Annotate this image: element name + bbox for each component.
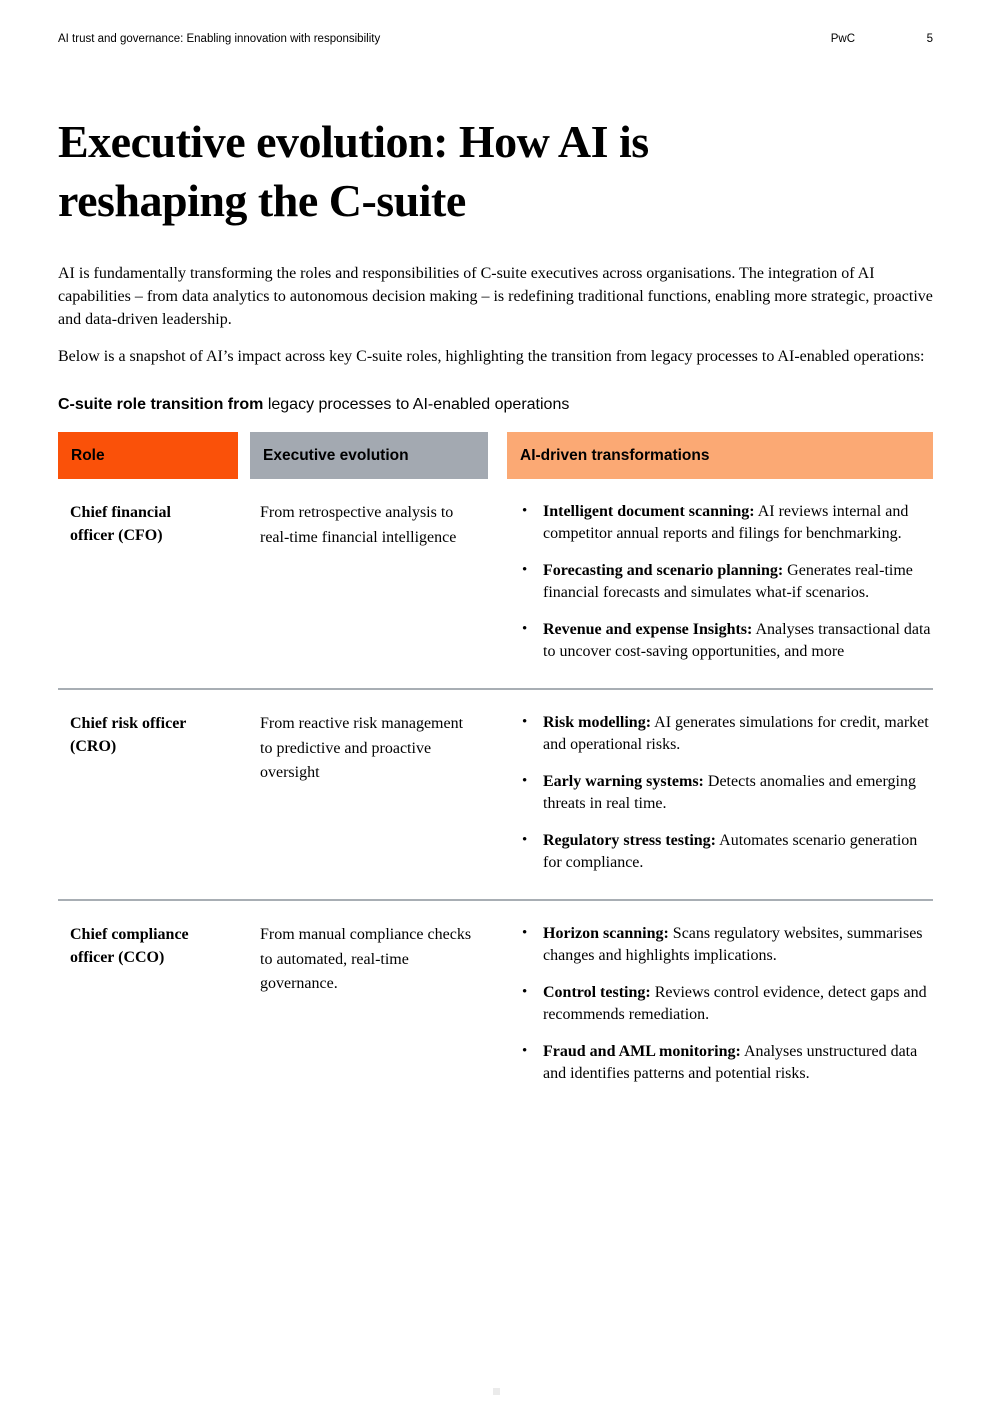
bullet-icon: • — [522, 773, 528, 789]
bullet-text: Generates real-time financial forecasts and simulates what-if scenarios. — [543, 562, 913, 601]
bullet-icon: • — [522, 832, 528, 848]
bullet-lead: Horizon scanning: — [543, 925, 669, 942]
list-item — [507, 982, 933, 1025]
table-row — [58, 901, 933, 1110]
evolution-cell: From manual compliance checks to automated, real-time governance. — [260, 926, 472, 992]
bullet-icon: • — [522, 503, 528, 519]
transformations-cell — [507, 501, 933, 662]
bullet-lead: Control testing: — [543, 984, 651, 1001]
page-header — [58, 33, 933, 45]
evolution-cell: From retrospective analysis to real-time financial intelligence — [260, 504, 457, 546]
bullet-icon: • — [522, 714, 528, 730]
bullet-lead: Revenue and expense Insights: — [543, 621, 753, 638]
page-title: Executive evolution: How AI is reshaping the C-suite — [58, 116, 649, 226]
bullet-lead: Intelligent document scanning: — [543, 503, 755, 520]
bullet-lead: Fraud and AML monitoring: — [543, 1043, 741, 1060]
bullet-lead: Regulatory stress testing: — [543, 832, 717, 849]
list-item — [507, 560, 933, 603]
list-item — [507, 619, 933, 662]
bullet-lead: Forecasting and scenario planning: — [543, 562, 784, 579]
bullet-lead: Risk modelling: — [543, 714, 652, 731]
transformations-list — [507, 712, 933, 873]
transformations-list — [507, 501, 933, 662]
table-caption-regular: legacy processes to AI-enabled operations — [267, 396, 570, 413]
intro-section — [58, 262, 933, 368]
bullet-text: Detects anomalies and emerging threats in real time. — [543, 773, 916, 812]
bullet-text: Scans regulatory websites, summarises changes and highlights implications. — [543, 925, 923, 964]
list-item — [507, 771, 933, 814]
page-number: 5 — [926, 33, 933, 45]
role-cell: Chief financial officer (CFO) — [70, 504, 171, 544]
table-header-row — [58, 432, 933, 479]
list-item — [507, 1041, 933, 1084]
transformations-cell — [507, 712, 933, 873]
role-cell: Chief compliance officer (CCO) — [70, 926, 189, 966]
bullet-icon: • — [522, 925, 528, 941]
column-header-executive-evolution: Executive evolution — [250, 432, 488, 479]
column-header-ai-driven-transformations: AI-driven transformations — [507, 432, 933, 479]
document-page — [58, 0, 933, 1110]
list-item — [507, 923, 933, 966]
list-item — [507, 830, 933, 873]
bullet-icon: • — [522, 562, 528, 578]
role-transition-table — [58, 432, 933, 1110]
evolution-cell: From reactive risk management to predictive and proactive oversight — [260, 715, 464, 781]
bullet-lead: Early warning systems: — [543, 773, 704, 790]
table-row — [58, 479, 933, 688]
bullet-icon: • — [522, 1043, 528, 1059]
table-caption-bold: C-suite role transition from — [58, 396, 264, 413]
intro-paragraph-1: AI is fundamentally transforming the roles and responsibilities of C-suite executives across organisations. The integration of AI capabilities – from data analytics to autonomous decision making – is redefining traditional functions, enabling more strategic, proactive and data-driven leadership. — [58, 265, 933, 328]
footer-mark — [493, 1388, 500, 1395]
bullet-text: Automates scenario generation for compliance. — [543, 832, 918, 871]
intro-paragraph-2: Below is a snapshot of AI’s impact across key C-suite roles, highlighting the transition from legacy processes to AI-enabled operations: — [58, 348, 925, 365]
bullet-icon: • — [522, 621, 528, 637]
table-caption — [58, 396, 933, 414]
role-cell: Chief risk officer (CRO) — [70, 715, 187, 755]
list-item — [507, 501, 933, 544]
bullet-icon: • — [522, 984, 528, 1000]
bullet-text: Reviews control evidence, detect gaps and recommends remediation. — [543, 984, 927, 1023]
list-item — [507, 712, 933, 755]
bullet-text: AI reviews internal and competitor annual reports and filings for benchmarking. — [543, 503, 909, 542]
bullet-text: Analyses unstructured data and identifies patterns and potential risks. — [543, 1043, 918, 1082]
table-row — [58, 690, 933, 899]
brand-text: PwC — [830, 33, 855, 45]
bullet-text: Analyses transactional data to uncover cost-saving opportunities, and more — [543, 621, 931, 660]
column-header-role: Role — [58, 432, 238, 479]
bullet-text: AI generates simulations for credit, market and operational risks. — [543, 714, 929, 753]
running-header-text: AI trust and governance: Enabling innovation with responsibility — [58, 33, 381, 45]
transformations-list — [507, 923, 933, 1084]
transformations-cell — [507, 923, 933, 1084]
